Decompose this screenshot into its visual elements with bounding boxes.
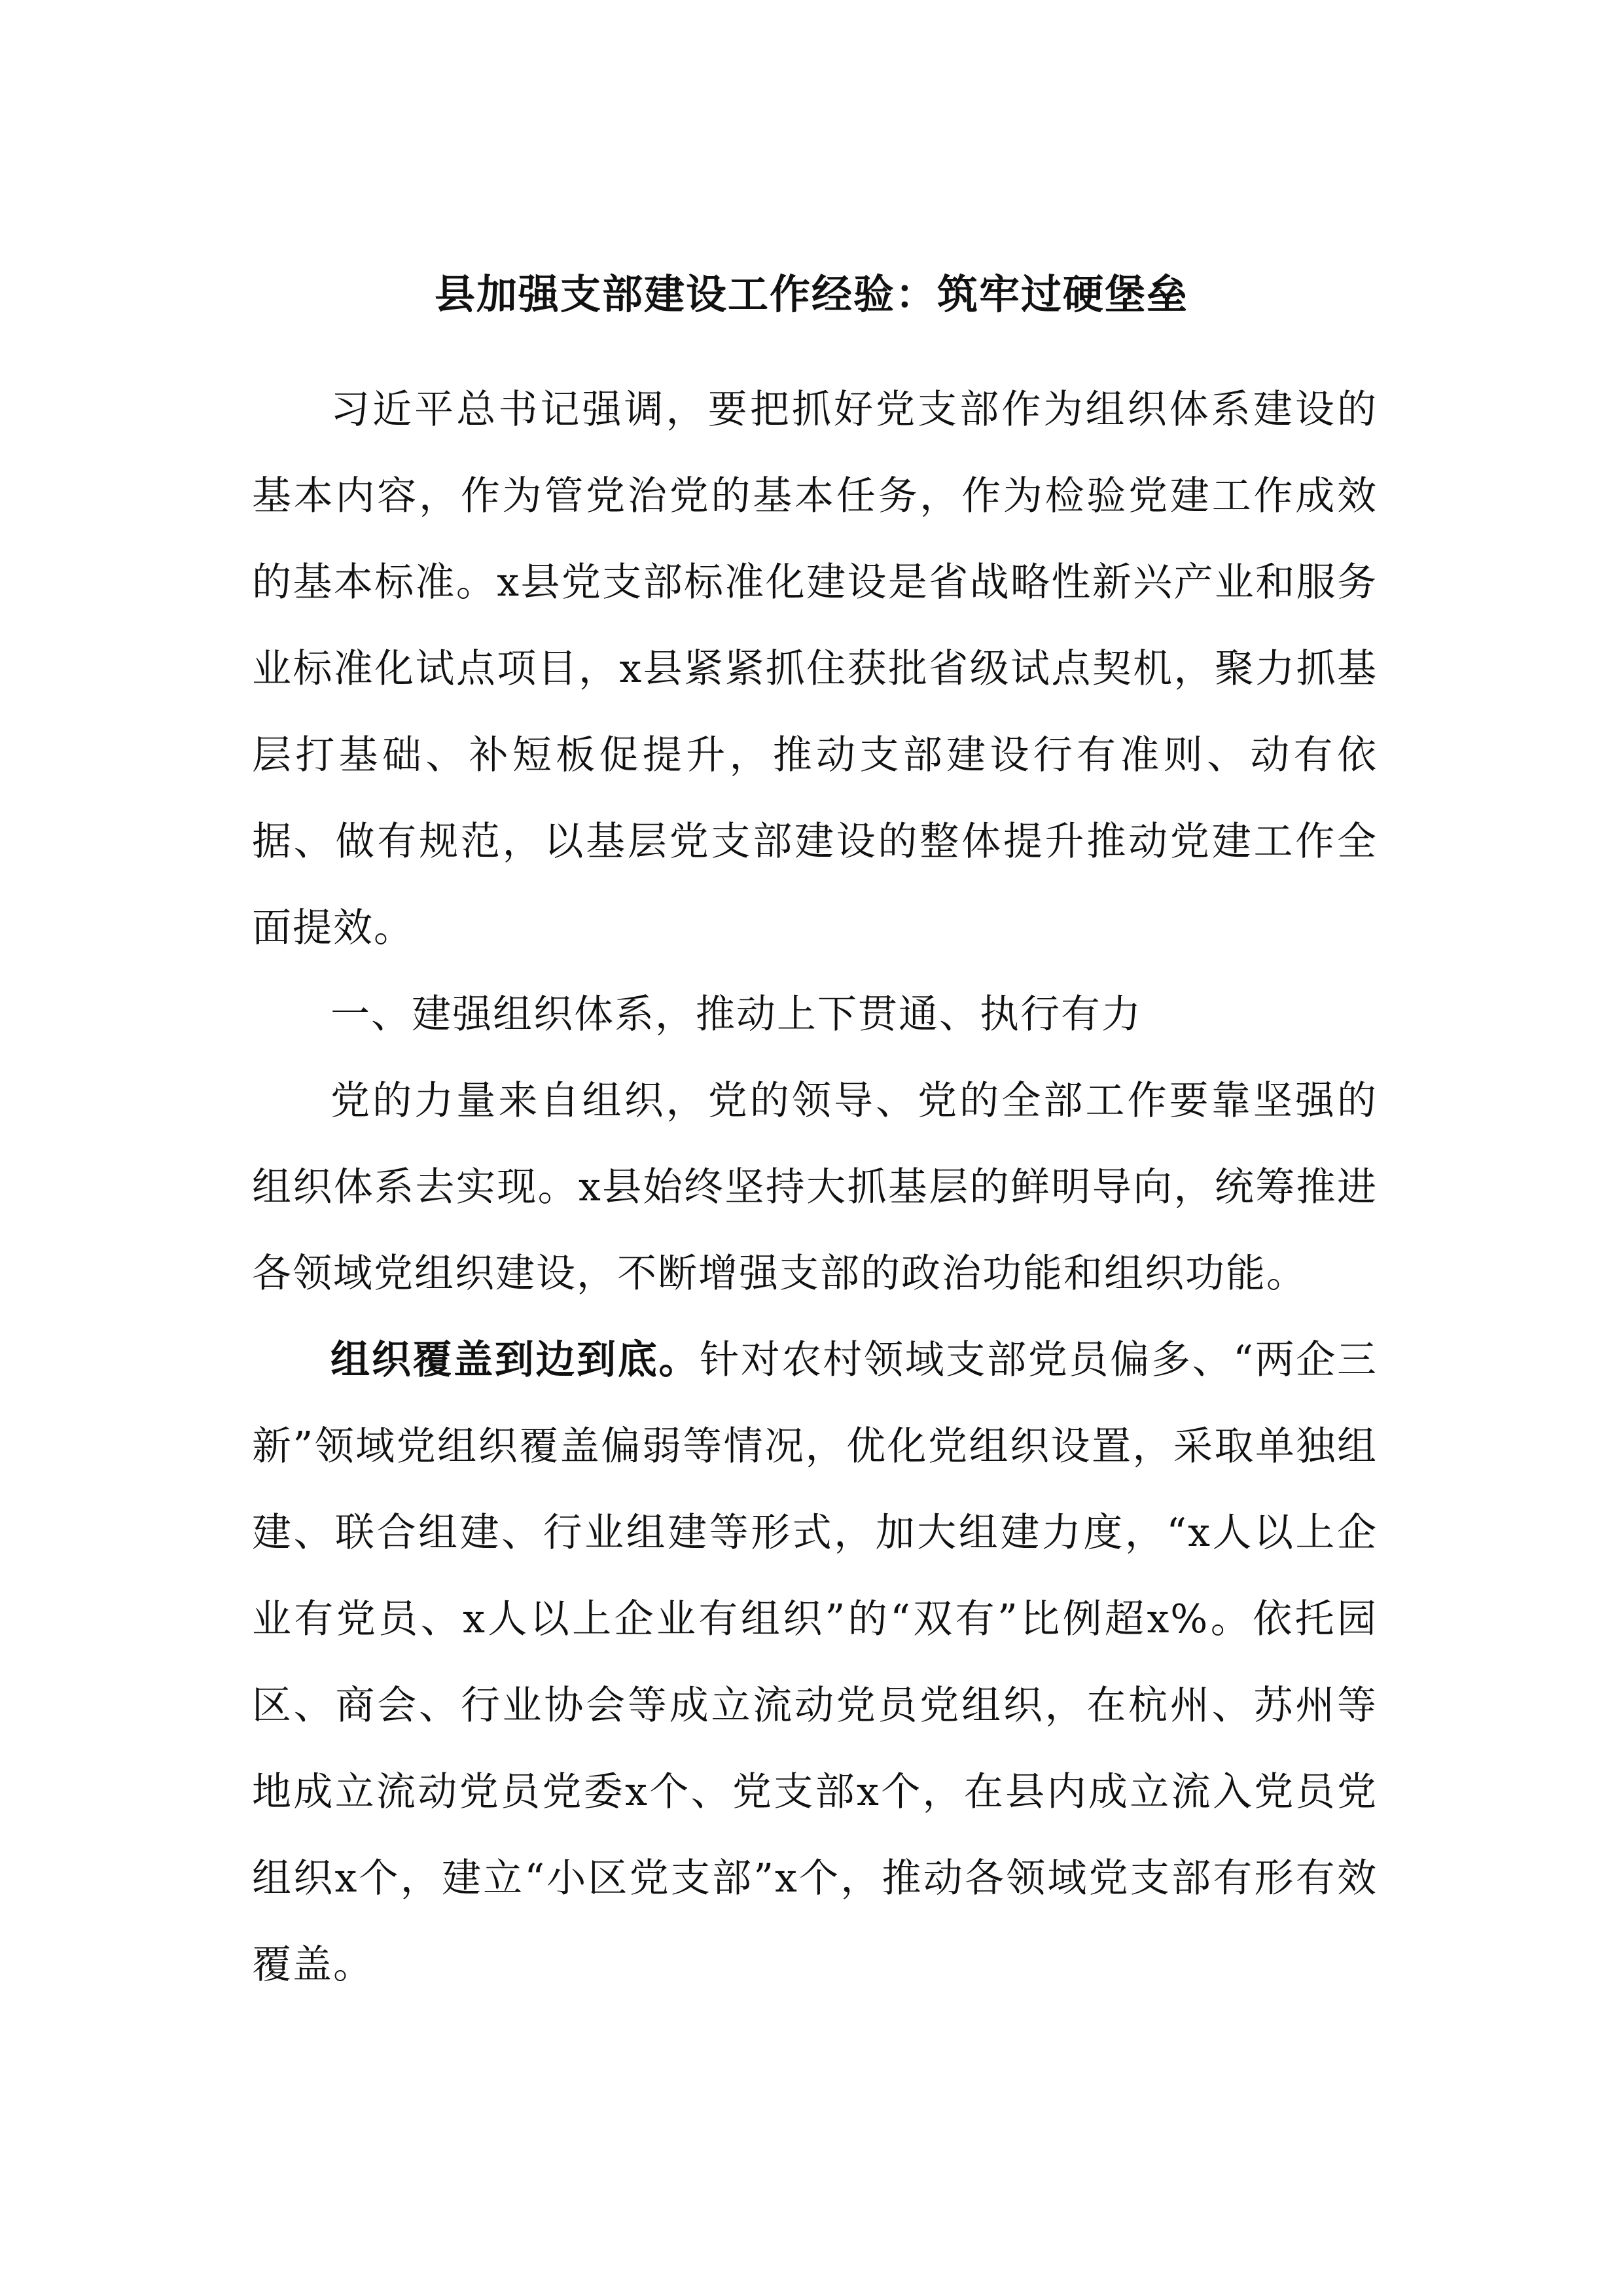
section-heading-1: 一、建强组织体系，推动上下贯通、执行有力 [330,992,1142,1037]
paragraph-body-text: 针对农村领域支部党员偏多、“两企三新”领域党组织覆盖偏弱等情况，优化党组织设置，采取单独组建、联合组建、行业组建等形式，加大组建力度，“x人以上企业有党员、x人以上企业有组织”的“双有”比例超x%。依托园区、商会、行业协会等成立流动党员党组织，在杭州、苏州等地成立流动党员党委x个、党支部x个，在县内成立流入党员党组织x个，建立“小区党支部”x个，推动各领域党支部有形有效覆盖。 [252,1337,1378,1988]
paragraph-lead-heading: 组织覆盖到边到底。 [330,1337,700,1383]
document-body [252,367,1378,2008]
document-title: 县加强支部建设工作经验：筑牢过硬堡垒 [434,270,1188,318]
section-1-paragraph: 党的力量来自组织，党的领导、党的全部工作要靠坚强的组织体系去实现。x县始终坚持大抓基层的鲜明导向，统筹推进各领域党组织建设，不断增强支部的政治功能和组织功能。 [252,1078,1378,1297]
organization-coverage-paragraph [252,1317,1378,2008]
intro-paragraph: 习近平总书记强调，要把抓好党支部作为组织体系建设的基本内容，作为管党治党的基本任务，作为检验党建工作成效的基本标准。x县党支部标准化建设是省战略性新兴产业和服务业标准化试点项目，x县紧紧抓住获批省级试点契机，聚力抓基层打基础、补短板促提升，推动支部建设行有准则、动有依据、做有规范，以基层党支部建设的整体提升推动党建工作全面提效。 [252,387,1378,951]
